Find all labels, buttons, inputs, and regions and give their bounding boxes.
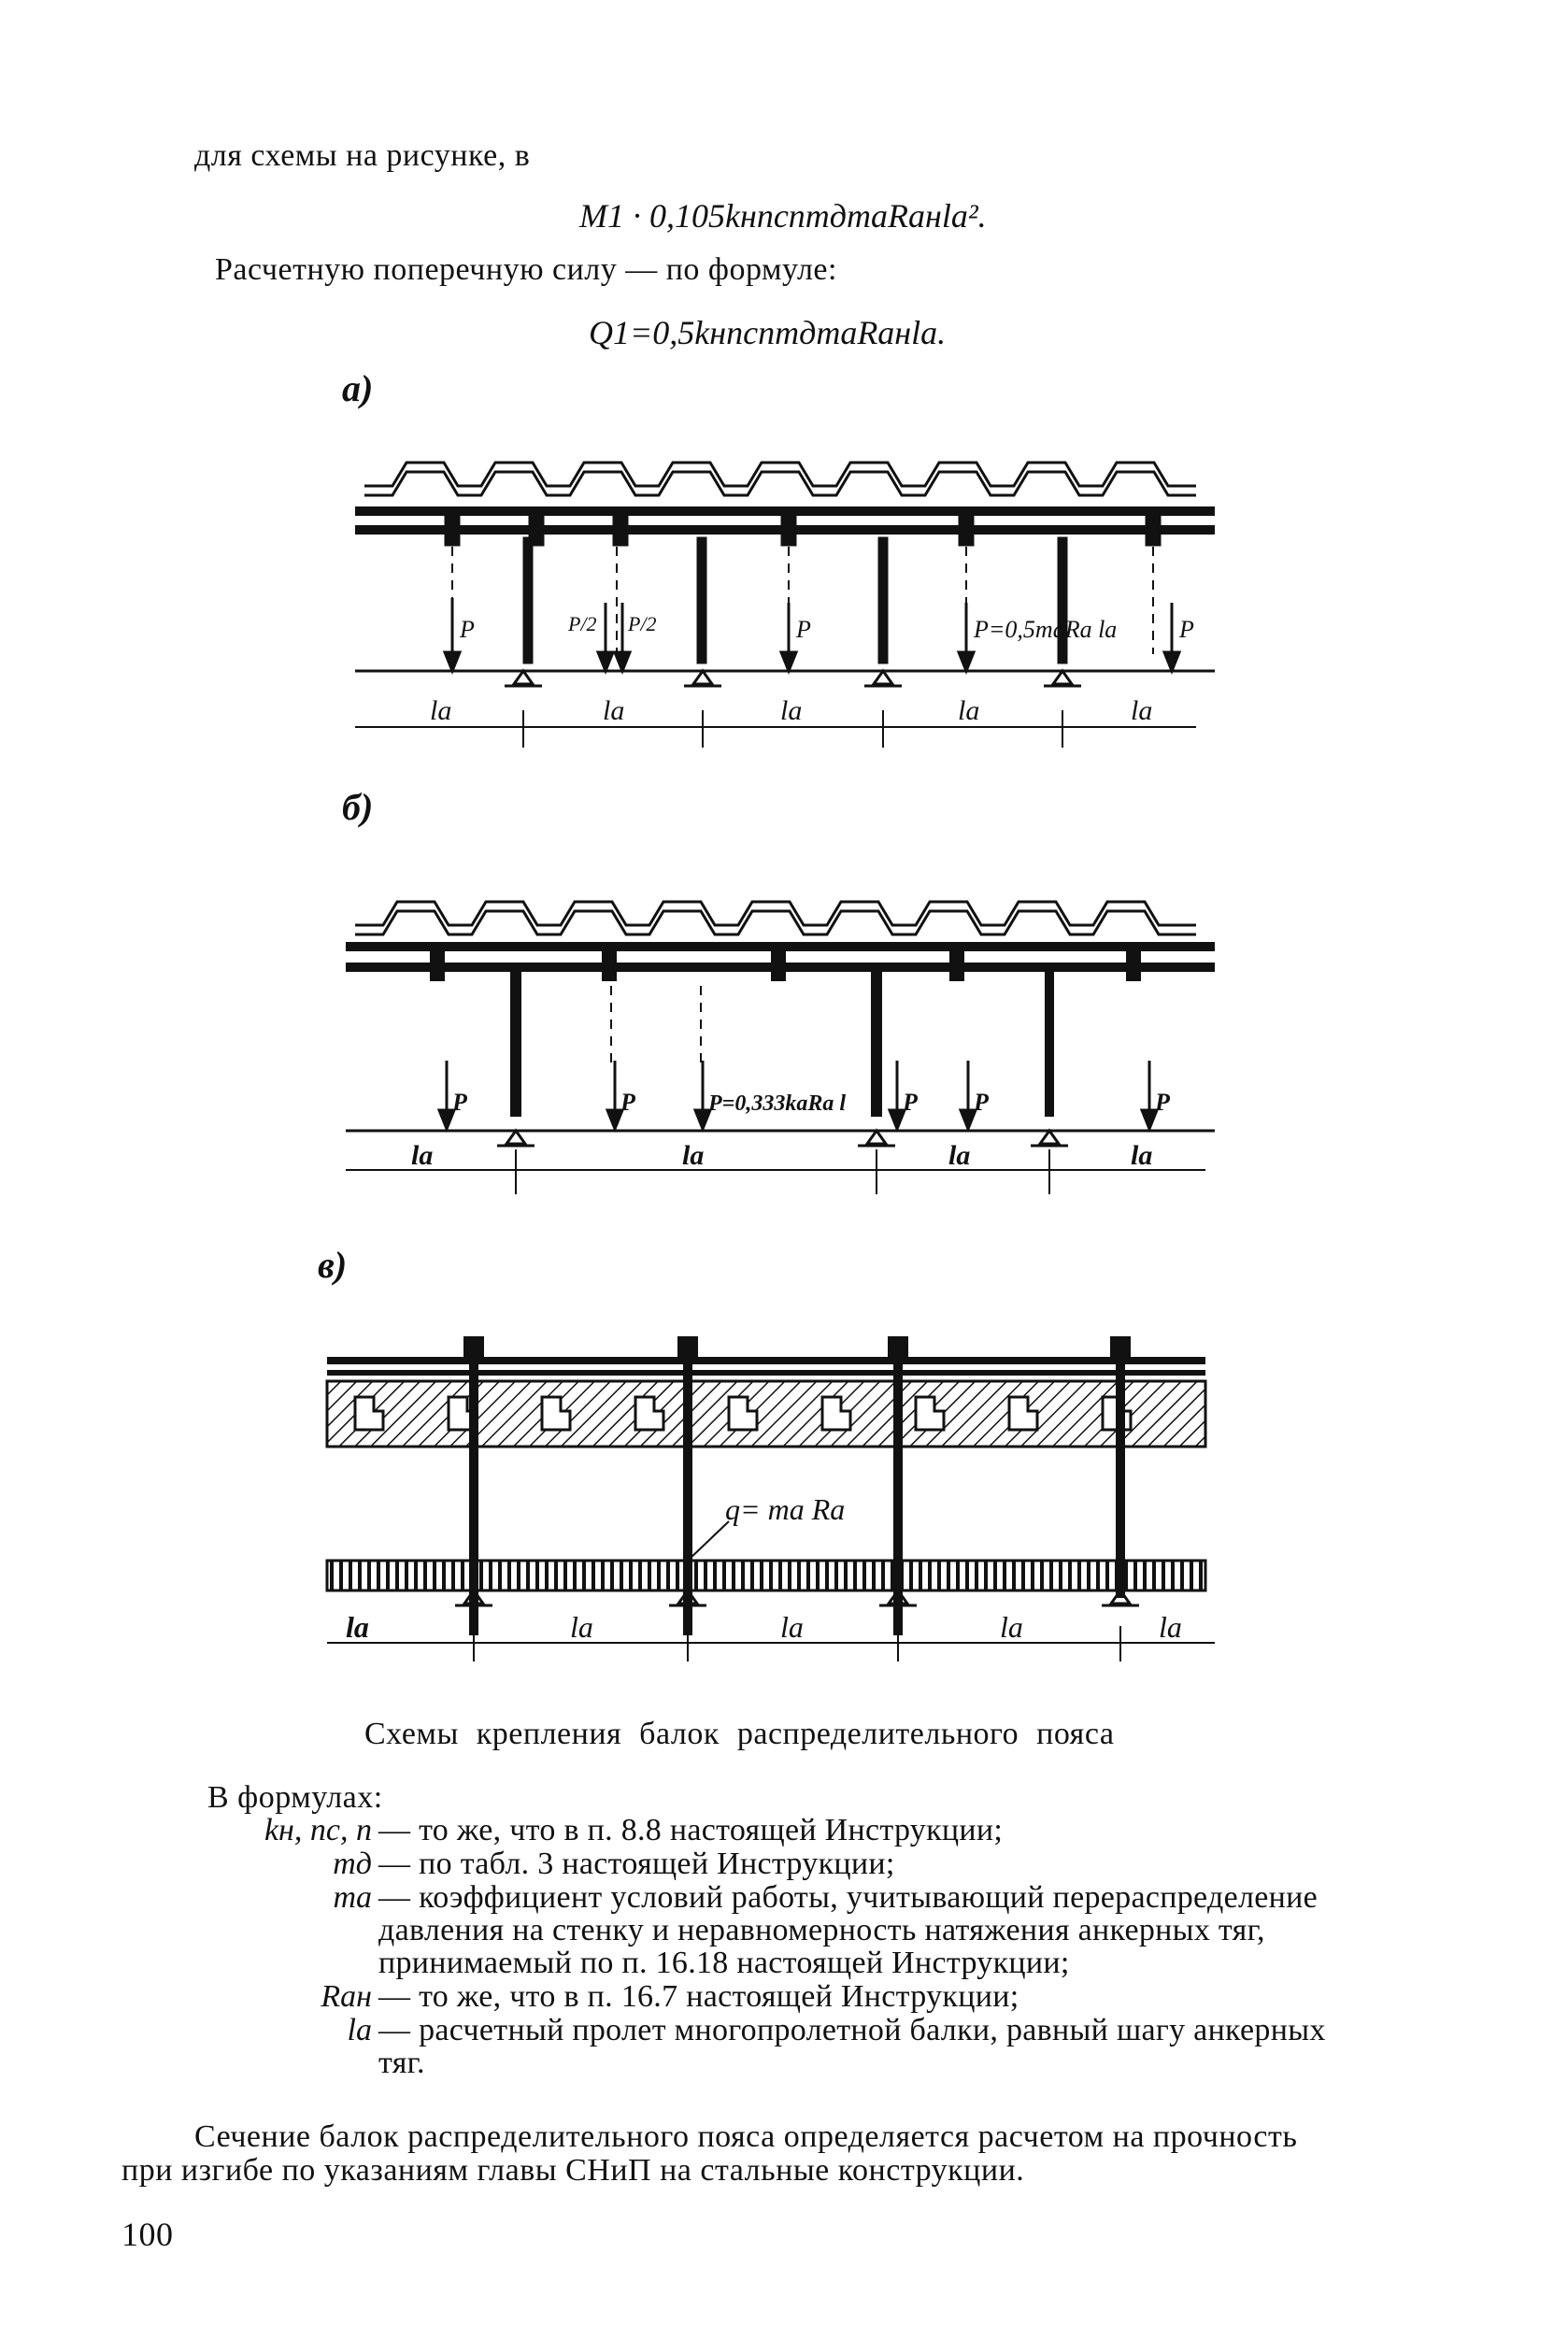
- load-label: P: [974, 1089, 989, 1116]
- span-label: la: [780, 1610, 804, 1644]
- figure-caption: Схемы крепления балок распределительного пояса: [364, 1717, 1115, 1751]
- span-label: la: [430, 695, 452, 726]
- figure-b-diagram: [346, 878, 1224, 1196]
- load-label: P=0,333kaRa l: [708, 1091, 847, 1116]
- span-label: la: [780, 695, 803, 726]
- legend-symbol: mд: [333, 1847, 372, 1881]
- distribution-beam: [327, 1561, 1205, 1590]
- load-label: q= ma Ra: [725, 1492, 846, 1526]
- load-label: P: [460, 616, 475, 643]
- load-label: P=0,5maRa la: [974, 616, 1118, 643]
- span-label: la: [570, 1610, 593, 1644]
- legend-description: давления на стенку и неравномерность натяжения анкерных тяг,: [378, 1913, 1265, 1947]
- span-label: la: [948, 1140, 971, 1171]
- closing-line-2: при изгибе по указаниям главы СНиП на стальные конструкции.: [121, 2153, 1025, 2188]
- page-number: 100: [121, 2216, 174, 2253]
- span-label: la: [411, 1140, 434, 1171]
- span-label: la: [1131, 1140, 1153, 1171]
- legend-symbol: lа: [347, 2013, 372, 2047]
- sheet-pile-profile: [355, 902, 1196, 925]
- load-label: P: [903, 1089, 918, 1116]
- legend-description: принимаемый по п. 16.18 настоящей Инструкции;: [378, 1946, 1070, 1980]
- figure-a-diagram: [355, 439, 1224, 757]
- shear-intro: Расчетную поперечную силу — по формуле:: [215, 252, 837, 287]
- load-label: P: [452, 1089, 467, 1116]
- span-label: la: [958, 695, 980, 726]
- span-label: la: [346, 1610, 369, 1644]
- legend-symbol: Rан: [321, 1979, 372, 2014]
- span-label: la: [1159, 1610, 1182, 1644]
- closing-line-1: Сечение балок распределительного пояса определяется расчетом на прочность: [194, 2119, 1298, 2154]
- legend-description: — то же, что в п. 16.7 настоящей Инструкции;: [378, 1979, 1019, 2014]
- load-label: P: [620, 1089, 635, 1116]
- legend-description: — коэффициент условий работы, учитывающий перераспределение: [378, 1880, 1319, 1915]
- legend-description: — по табл. 3 настоящей Инструкции;: [378, 1847, 895, 1881]
- figure-a-label: а): [342, 367, 374, 409]
- legend-description: — то же, что в п. 8.8 настоящей Инструкции;: [378, 1813, 1004, 1847]
- legend-title: В формулах:: [207, 1780, 383, 1815]
- span-label: la: [1000, 1610, 1023, 1644]
- legend-description: тяг.: [378, 2046, 425, 2080]
- load-label: P: [1155, 1089, 1170, 1116]
- figure-c-diagram: [318, 1308, 1233, 1691]
- formula-moment: M1 · 0,105kнnсnmдmаRанlа².: [579, 197, 987, 235]
- load-label: P: [796, 616, 811, 643]
- load-label: P/2: [628, 612, 657, 635]
- span-label: la: [1131, 695, 1153, 726]
- formula-shear: Q1=0,5kнnсnmдmаRанlа.: [589, 314, 947, 351]
- legend-description: — расчетный пролет многопролетной балки, равный шагу анкерных: [378, 2013, 1326, 2047]
- span-label: la: [682, 1140, 705, 1171]
- legend-symbol: mа: [333, 1880, 372, 1915]
- legend-symbol: kн, nс, n: [264, 1813, 372, 1847]
- waling-beam-top: [327, 1357, 1205, 1364]
- figure-b-label: б): [342, 786, 374, 828]
- span-label: la: [603, 695, 625, 726]
- load-label: P/2: [568, 612, 597, 635]
- intro-line: для схемы на рисунке, в: [194, 138, 531, 173]
- load-label: P: [1179, 616, 1194, 643]
- figure-c-label: в): [318, 1244, 348, 1286]
